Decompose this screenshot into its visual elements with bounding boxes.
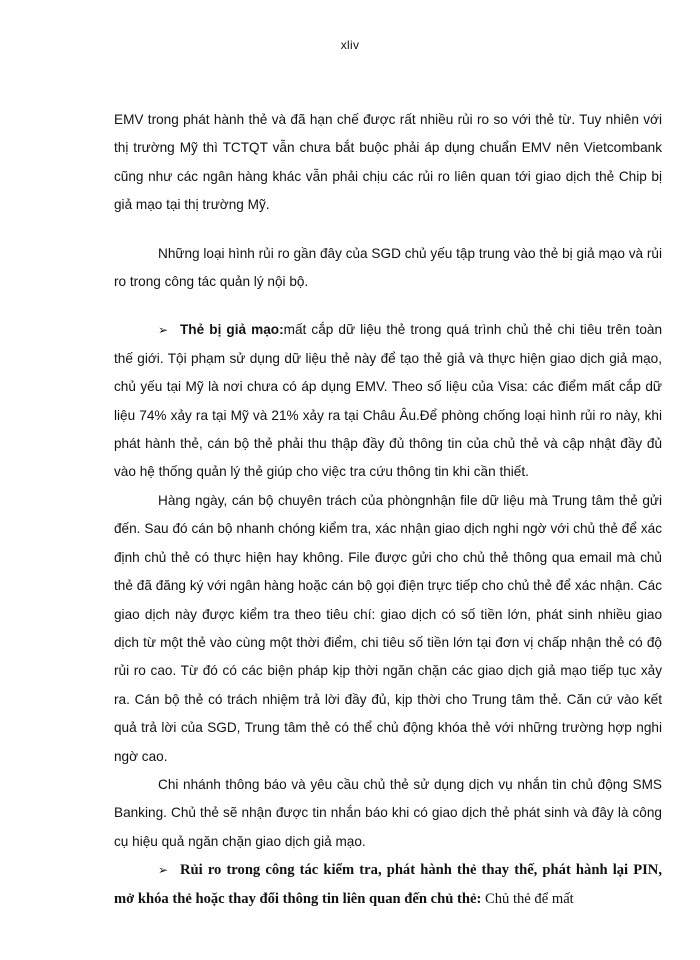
paragraph-counterfeit-card <box>114 316 662 486</box>
paragraph-sms-banking: Chi nhánh thông báo và yêu cầu chủ thẻ sử dụng dịch vụ nhắn tin chủ động SMS Banking. Chủ thẻ sẽ nhận được tin nhắn báo khi có giao dịch thẻ phát sinh và đây là công cụ hiệu quả ngăn chặn giao dịch giả mạo. <box>114 776 662 849</box>
counterfeit-card-heading: Thẻ bị giả mạo: <box>180 322 284 338</box>
paragraph-risk-types: Những loại hình rủi ro gần đây của SGD chủ yếu tập trung vào thẻ bị giả mạo và rủi ro trong công tác quản lý nội bộ. <box>114 245 662 290</box>
paragraph-daily-checks: Hàng ngày, cán bộ chuyên trách của phòngnhận file dữ liệu mà Trung tâm thẻ gửi đến. Sau đó cán bộ nhanh chóng kiểm tra, xác nhận giao dịch nghi ngờ với chủ thẻ để xác định chủ thẻ có thực hiện hay không. File được gửi cho chủ thẻ thông qua email mà chủ thẻ đã đăng ký với ngân hàng hoặc cán bộ gọi điện trực tiếp cho chủ thẻ để xác nhận. Các giao dịch này được kiểm tra theo tiêu chí: giao dịch có số tiền lớn, phát sinh nhiều giao dịch từ một thẻ vào cùng một thời điểm, chi tiêu số tiền lớn tại đơn vị chấp nhận thẻ có độ rủi ro cao. Từ đó có các biện pháp kịp thời ngăn chặn các giao dịch giả mạo tiếp tục xảy ra. Cán bộ thẻ có trách nhiệm trả lời đầy đủ, kịp thời cho Trung tâm thẻ. Căn cứ vào kết quả trả lời của SGD, Trung tâm thẻ có thể chủ động khóa thẻ với những trường hợp nghi ngờ cao. <box>114 492 662 764</box>
inspection-risk-text: Chủ thẻ để mất <box>481 890 574 907</box>
document-body <box>114 106 662 913</box>
counterfeit-card-text: mất cắp dữ liệu thẻ trong quá trình chủ thẻ chi tiêu trên toàn thế giới. Tội phạm sử dụng dữ liệu thẻ này để tạo thẻ giả và thực hiện giao dịch giả mạo, chủ yếu tại Mỹ là nơi chưa có áp dụng EMV. Theo số liệu của Visa: các điểm mất cắp dữ liệu 74% xảy ra tại Mỹ và 21% xảy ra tại Châu Âu.Để phòng chống loại hình rủi ro này, khi phát hành thẻ, cán bộ thẻ phải thu thập đầy đủ thông tin của chủ thẻ và cập nhật đầy đủ vào hệ thống quản lý thẻ giúp cho việc tra cứu thông tin khi cần thiết. <box>114 322 663 480</box>
paragraph-inspection-risk <box>114 856 662 913</box>
arrow-bullet-icon: ➢ <box>158 323 169 338</box>
arrow-bullet-icon: ➢ <box>158 863 169 878</box>
inspection-risk-heading: Rủi ro trong công tác kiểm tra, phát hành thẻ thay thế, phát hành lại PIN, mở khóa thẻ hoặc thay đổi thông tin liên quan đến chủ thẻ: <box>114 862 662 907</box>
page-number: xliv <box>340 38 360 52</box>
paragraph-emv-usa: EMV trong phát hành thẻ và đã hạn chế được rất nhiều rủi ro so với thẻ từ. Tuy nhiên với thị trường Mỹ thì TCTQT vẫn chưa bắt buộc phải áp dụng chuẩn EMV nên Vietcombank cũng như các ngân hàng khác vẫn phải chịu các rủi ro liên quan tới giao dịch thẻ Chip bị giả mạo tại thị trường Mỹ. <box>114 112 662 213</box>
